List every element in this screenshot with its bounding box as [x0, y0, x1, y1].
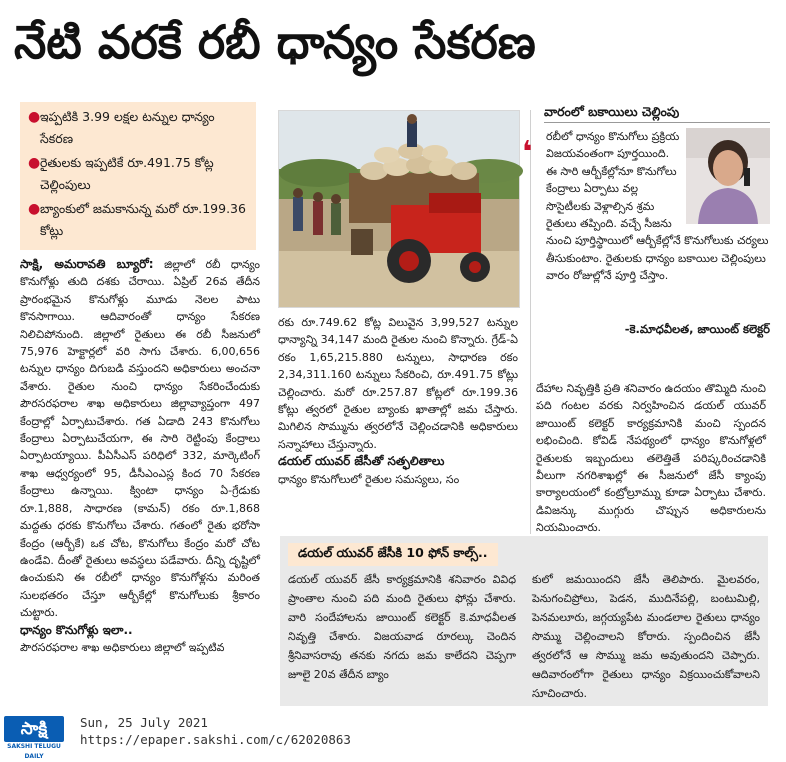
subheading: డయల్ యువర్ జేసీతో సత్ఫలితాలు	[278, 454, 445, 469]
official-quote	[546, 128, 770, 318]
official-portrait	[686, 128, 770, 224]
column-divider	[530, 110, 531, 534]
headline: నేటి వరకే రబీ ధాన్యం సేకరణ	[14, 15, 536, 69]
highlight-text: బ్యాంకులో జమకానున్న మరో రూ.199.36 కోట్లు	[40, 201, 246, 238]
article-body-tail: పౌరసరఫరాల శాఖ అధికారులు జిల్లాలో ఇప్పటివ	[20, 640, 225, 654]
quote-mark-icon: ❛	[522, 135, 533, 170]
dial-your-jc-box	[280, 536, 768, 706]
article-body: జిల్లాలో రబీ ధాన్యం కొనుగోళ్లు తుది దశకు చేరాయి. ఏప్రిల్ 26వ తేదీన ప్రారంభమైన కొనుగోళ్లు మూడు నెలల పాటు కొనసాగాయి. ఆదివారంతో ధాన్యం సేకరణ నిలిచిపోనుంది. జిల్లాలో రైతులు ఈ రబీ సీజనులో 75,976 హెక్టార్లలో వరి సాగు చేశారు. 6,00,656 టన్నుల ధాన్యం దిగుబడి వస్తుందని అధికారులు అంచనా వేశారు. రైతుల నుంచి ధాన్యం సేకరించేందుకు పౌరసరఫరాల శాఖ అధికారులు జిల్లావ్యాప్తంగా 497 కేంద్రాల్లో ఏర్పాటుచేశారు. గత ఏడాది 243 కొనుగోలు కేంద్రాలు ఏర్పాటుచేయగా, ఈ సారి రెట్టింపు కేంద్రాలు ఏర్పాటయ్యాయి. పీఏసీఎస్ పరిధిలో 332, మార్కెటింగ్ శాఖ ఆధ్వర్యంలో 95, డీసీఎంఎస్ల కింద 70 సేకరణ కేంద్రాలు ఉన్నాయి. క్వింటా ధాన్యం ఏ-గ్రేడుకు రూ.1,888, సాధారణ (కామన్) రకం రూ.1,868 మద్దతు ధరకు కొనుగోలు చేశారు. గతంలో రైతు భరోసా కేంద్రం (ఆర్బీకే) ఒక చోట, కొనుగోలు కేంద్రం మరో చోట ఉండేవి. దీంతో రైతులు అవస్థలు పడేవారు. దీన్ని దృష్టిలో ఉంచుకుని ఈ రబీలో ధాన్యం కొనుగోళ్లను మరింత సులభతరం చేస్తూ ఆర్బీకేల్లో కొనుగోలుకు శ్రీకారం చుట్టారు.	[20, 258, 261, 620]
article-column-1	[20, 256, 260, 708]
bullet-icon: ●	[28, 109, 41, 125]
bullet-icon: ●	[28, 155, 41, 171]
box-column-left: డయల్ యువర్ జేసీ కార్యక్రమానికి శనివారం వివిధ ప్రాంతాల నుంచి పది మంది రైతులు ఫోన్లు చేశారు. వారి సందేహాలను జాయింట్ కలెక్టర్ కె.మాధవీలత నివృత్తి చేశారు. విజయవాడ రూరల్కు చెందిన శ్రీనివాసరావు తనకు నగదు జమ కాలేదని చెప్పగా జూలై 20వ తేదీన బ్యాం	[288, 573, 516, 681]
highlight-text: రైతులకు ఇప్పటికే రూ.491.75 కోట్ల చెల్లింపులు	[40, 155, 214, 192]
article-body: రకు రూ.749.62 కోట్ల విలువైన 3,99,527 టన్నుల ధాన్యాన్ని 34,147 మంది రైతుల నుంచి కొన్నారు. గ్రేడ్-ఏ రకం 1,65,215.880 టన్నులు, సాధారణ రకం 2,34,311.160 టన్నులు సేకరించి, రూ.491.75 కోట్లు చెల్లించారు. మరో రూ.257.87 కోట్లలో రూ.199.36 కోట్లు త్వరలో రైతుల బ్యాంకు ఖాతాల్లో జమ చేస్తారు. మిగిలిన సొమ్మును త్వరలోనే చెల్లించడానికి అధికారులు సన్నాహాలు చేస్తున్నారు.	[278, 316, 518, 451]
logo-tagline: SAKSHI TELUGU DAILY	[7, 743, 61, 760]
quote-attribution: -కె.మాధవీలత, జాయింట్ కలెక్టర్	[624, 322, 770, 336]
highlight-item	[28, 198, 248, 242]
epaper-link[interactable]: https://epaper.sakshi.com/c/62020863	[80, 732, 351, 747]
footer-info	[80, 714, 351, 748]
highlight-item	[28, 152, 248, 196]
box-heading: డయల్ యువర్ జేసీకి 10 ఫోన్ కాల్స్..	[288, 543, 498, 566]
edition-date: Sun, 25 July 2021	[80, 715, 208, 730]
dateline: సాక్షి, అమరావతి బ్యూరో:	[20, 257, 154, 271]
tractor-grain-photo	[278, 110, 520, 308]
quote-body: రబీలో ధాన్యం కొనుగోలు ప్రక్రియ విజయవంతంగా పూర్తయింది. ఈ సారి ఆర్బీకేల్లోనూ కొనుగోలు కేంద్రాలు ఏర్పాటు వల్ల సొసైటీలకు వెళ్లాల్సిన శ్రమ రైతులు తప్పింది. వచ్చే సీజను నుంచి పూర్తిస్థాయిలో ఆర్బీకేల్లోనే కొనుగోలుకు చర్యలు తీసుకుంటాం. రైతులకు ధాన్యం బకాయిల చెల్లింపులు వారం రోజుల్లోనే పూర్తి చేస్తాం.	[546, 130, 769, 283]
article-body-tail: ధాన్యం కొనుగోలులో రైతుల సమస్యలు, సం	[278, 472, 460, 486]
quote-heading: వారంలో బకాయిలు చెల్లింపు	[544, 102, 770, 123]
article-column-2	[278, 314, 518, 544]
article-column-3	[536, 380, 766, 535]
sakshi-logo	[4, 716, 64, 760]
highlight-item	[28, 106, 248, 150]
bullet-icon: ●	[28, 201, 41, 217]
box-column-right: కులో జమయిందని జేసీ తెలిపారు. మైలవరం, పెనుగంచిప్రోలు, పెడన, ముదినేపల్లి, బంటుమిల్లి, పెనమలూరు, జగ్గయ్యపేట మండలాల రైతులు ధాన్యం సొమ్ము చెల్లించాలని కోరారు. స్పందించిన జేసీ త్వరలోనే ఆ సొమ్ము జమ అవుతుందని చెప్పారు. ఆదివారంలోగా రైతులు ధాన్యం విక్రయించుకోవాలని సూచించారు.	[532, 573, 760, 700]
highlight-text: ఇప్పటికి 3.99 లక్షల టన్నుల ధాన్యం సేకరణ	[40, 109, 215, 146]
box-columns	[288, 570, 760, 698]
logo-mark: సాక్షి	[4, 716, 64, 742]
highlights-box	[20, 102, 256, 250]
subheading: ధాన్యం కొనుగోళ్లు ఇలా..	[20, 622, 133, 637]
article-body: దేహాల నివృత్తికి ప్రతి శనివారం ఉదయం తొమ్మిది నుంచి పది గంటల వరకు నిర్వహించిన డయల్ యువర్ జాయింట్ కలెక్టర్ కార్యక్రమానికి మంచి స్పందన లభించింది. కోవిడ్ నేపథ్యంలో ధాన్యం కొనుగోళ్లలో రైతులకు ఇబ్బందులు తలెత్తితే పరిష్కరించడానికి వీలుగా నగరిశాఖల్లో ఈ సీజనులో జేసీ క్యాంపు కార్యాలయంలో కంట్రోల్రూమ్ను కూడా ఏర్పాటు చేశారు. డివిజన్కు ముగ్గురు చొప్పున అధికారులను నియమించారు.	[536, 382, 766, 535]
